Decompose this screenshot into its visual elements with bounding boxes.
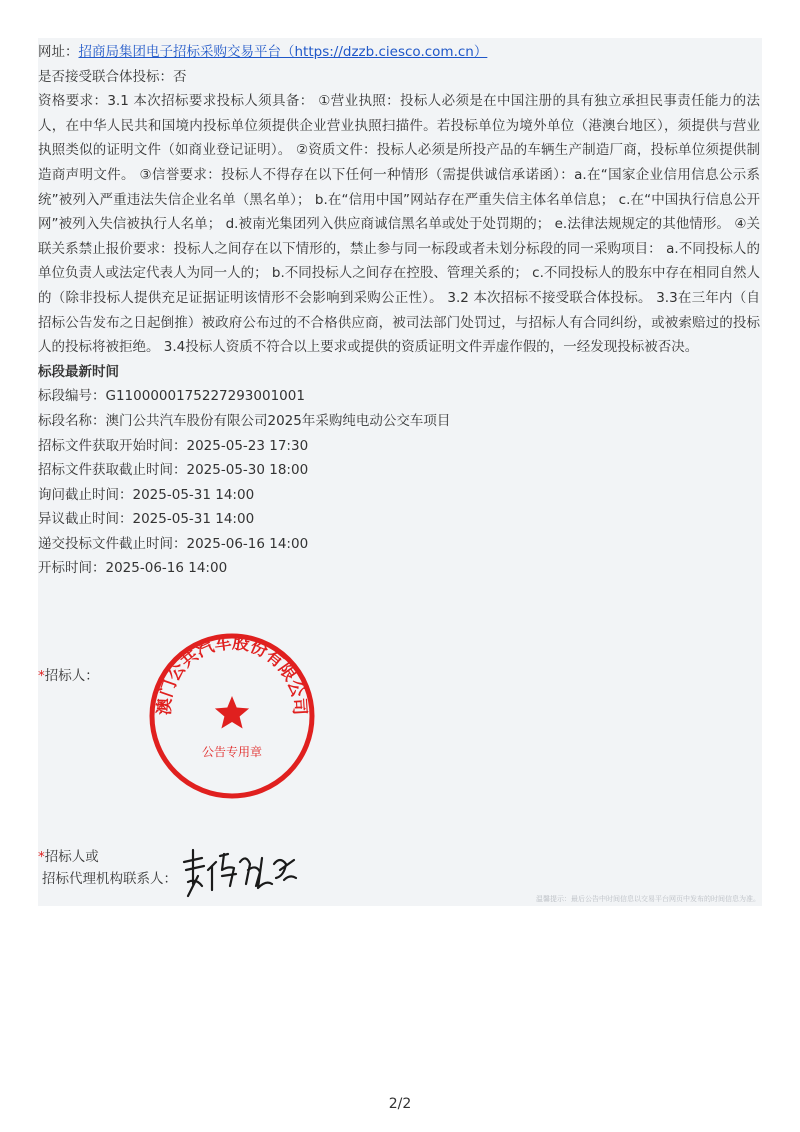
notice-body: [38, 40, 760, 581]
field-row: [38, 483, 760, 508]
website-label: 网址：: [38, 44, 79, 60]
seal-org-name: 澳门公共汽车股份有限公司: [154, 633, 310, 716]
field-label: 开标时间：: [38, 560, 106, 577]
required-mark: *: [38, 849, 45, 865]
field-value: G1100000175227293001001: [105, 388, 305, 405]
company-seal: [148, 628, 316, 804]
field-list: [38, 384, 760, 581]
field-label: 招标文件获取开始时间：: [38, 437, 187, 454]
seal-caption: 公告专用章: [201, 745, 263, 759]
field-row: [38, 384, 760, 409]
section-title: 标段最新时间: [38, 363, 119, 380]
field-value: 2025-05-30 18:00: [186, 462, 309, 479]
consortium-row: [38, 65, 760, 90]
required-mark: *: [38, 668, 45, 684]
qualification-text: 3.1 本次招标要求投标人须具备： ①营业执照：投标人必须是在中国注册的具有独立承担民事责任能力的法人，在中华人民共和国境内投标单位须提供企业营业执照扫描件。若投标单位为境外单位（港澳台地区），须提供与营业执照类似的证明文件（如商业登记证明）。 ②资质文件：投标人必须是所投产品的车辆生产制造厂商，投标单位须提供制造商声明文件。 ③信誉要求：投标人不得存在以下任何一种情形（需提供诚信承诺函）：a.在“国家企业信用信息公示系统”被列入严重违法失信企业名单（黑名单）； b.在“信用中国”网站存在严重失信主体名单信息； c.在“中国执行信息公开网”被列入失信被执行人名单； d.被南光集团列入供应商诚信黑名单或处于处罚期的； e.法律法规规定的其他情形。 ④关联关系禁止报价要求：投标人之间存在以下情形的，禁止参与同一标段或者未划分标段的同一采购项目： a.不同投标人的单位负责人或法定代表人为同一人的； b.不同投标人之间存在控股、管理关系的； c.不同投标人的股东中存在相同自然人的（除非投标人提供充足证据证明该情形不会影响到采购公正性）。 3.2 本次招标不接受联合体投标。 3.3在三年内（自招标公告发布之日起倒推）被政府公布过的不合格供应商，被司法部门处罚过，与招标人有合同纠纷，或被索赔过的投标人的投标将被拒绝。 3.4投标人资质不符合以上要求或提供的资质证明文件弄虚作假的，一经发现投标被否决。: [38, 93, 761, 356]
qualification-row: [38, 89, 760, 360]
contact-label: 招标人或: [44, 849, 99, 865]
field-row: [38, 409, 760, 434]
field-row: [38, 507, 760, 532]
field-value: 2025-05-23 17:30: [186, 437, 309, 454]
field-value: 澳门公共汽车股份有限公司2025年采购纯电动公交车项目: [105, 412, 451, 429]
field-row: [38, 532, 760, 557]
field-label: 标段名称：: [38, 412, 106, 429]
field-label: 标段编号：: [38, 388, 106, 405]
field-value: 2025-05-31 14:00: [132, 511, 255, 528]
field-label: 招标文件获取截止时间：: [38, 462, 187, 479]
field-label: 异议截止时间：: [38, 511, 133, 528]
field-label: 递交投标文件截止时间：: [38, 535, 187, 552]
tenderer-label: 招标人：: [44, 668, 99, 684]
page-number: 2/2: [388, 1096, 412, 1112]
field-value: 2025-05-31 14:00: [132, 486, 255, 503]
website-row: [38, 40, 760, 65]
field-label: 询问截止时间：: [38, 486, 133, 503]
contact-label-line2: 招标代理机构联系人：: [42, 871, 177, 887]
field-value: 2025-06-16 14:00: [186, 535, 309, 552]
tenderer-label-row: [38, 665, 99, 687]
handwritten-signature: [176, 840, 302, 900]
field-row: [38, 434, 760, 459]
field-row: [38, 556, 760, 581]
consortium-value: 否: [173, 68, 187, 85]
seal-star-icon: [215, 696, 249, 729]
website-link[interactable]: 招商局集团电子招标采购交易平台（https://dzzb.ciesco.com.cn）: [78, 44, 488, 60]
consortium-label: 是否接受联合体投标：: [38, 68, 173, 85]
contact-label-row: [38, 846, 177, 890]
field-value: 2025-06-16 14:00: [105, 560, 228, 577]
field-row: [38, 458, 760, 483]
contact-label-line1: [38, 846, 177, 868]
qualification-label: 资格要求：: [38, 93, 108, 110]
footer-note: 温馨提示：最后公告中时间信息以交易平台网页中发布的时间信息为准。: [536, 895, 760, 903]
